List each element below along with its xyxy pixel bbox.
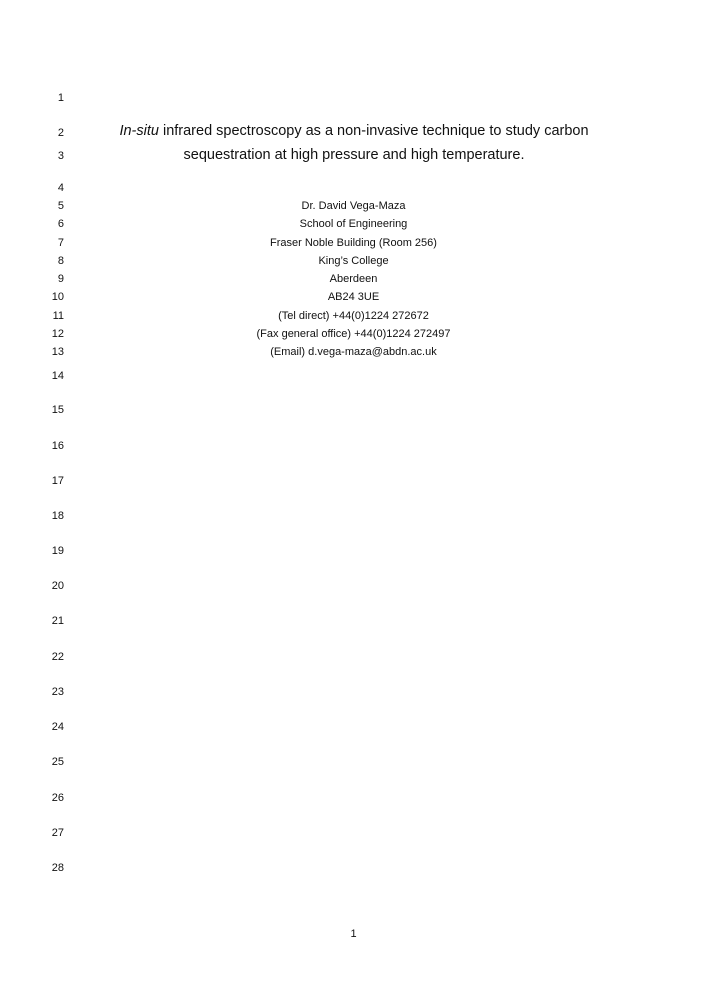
line-number: 11 [52,310,64,322]
line-number: 1 [57,92,64,104]
line-number: 14 [51,370,64,382]
line-number: 17 [51,475,64,487]
line-number: 27 [51,827,64,839]
line-number: 24 [51,721,64,733]
line-number: 16 [51,440,64,452]
author-email: (Email) d.vega-maza@abdn.ac.uk [270,346,437,358]
author-school: School of Engineering [299,218,408,230]
line-number: 8 [57,255,64,267]
author-name: Dr. David Vega-Maza [301,200,406,212]
line-number: 5 [57,200,64,212]
title-line-1-text: infrared spectroscopy as a non-invasive technique to study carbon [158,123,589,139]
line-number: 6 [57,218,64,230]
line-number: 18 [51,510,64,522]
author-postcode: AB24 3UE [327,291,380,303]
line-number: 13 [51,346,64,358]
author-telephone: (Tel direct) +44(0)1224 272672 [278,310,429,322]
line-number: 20 [51,580,64,592]
line-number: 28 [51,862,64,874]
author-college: King’s College [318,255,389,267]
line-number: 2 [57,127,64,139]
line-number: 25 [51,756,64,768]
line-number: 15 [51,404,64,416]
author-city: Aberdeen [329,273,378,285]
line-number: 12 [51,328,64,340]
paper-title-line-2: sequestration at high pressure and high temperature. [183,147,525,163]
page-number: 1 [350,928,357,940]
paper-title-line-1 [100,122,608,140]
line-number: 4 [57,182,64,194]
line-number: 7 [57,237,64,249]
line-number: 10 [51,291,64,303]
line-number: 26 [51,792,64,804]
title-italic-term: In-situ [119,123,159,139]
author-building: Fraser Noble Building (Room 256) [270,237,437,249]
line-number: 9 [57,273,64,285]
line-number: 3 [57,150,64,162]
line-number: 22 [51,651,64,663]
line-number: 19 [51,545,64,557]
line-number: 23 [51,686,64,698]
author-fax: (Fax general office) +44(0)1224 272497 [256,328,451,340]
line-number: 21 [51,615,64,627]
